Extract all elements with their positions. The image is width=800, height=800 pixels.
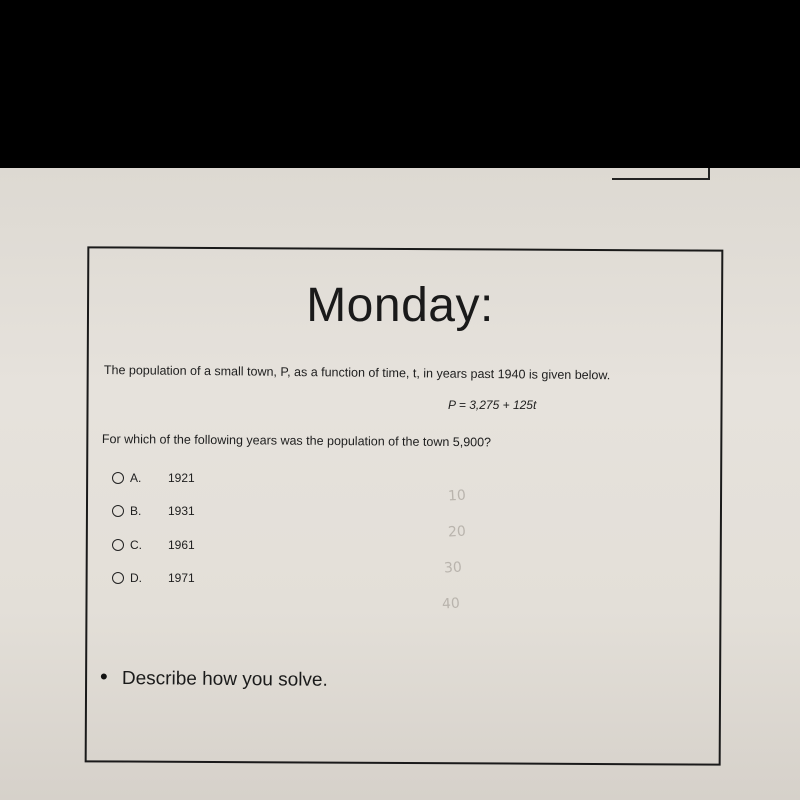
- choice-letter: C.: [130, 538, 142, 552]
- handwritten-note: 40: [441, 595, 461, 613]
- radio-button-d[interactable]: [112, 572, 124, 584]
- choice-value: 1961: [168, 538, 195, 552]
- radio-button-c[interactable]: [112, 539, 124, 551]
- choice-b[interactable]: [112, 503, 195, 519]
- page-edge-line: [612, 168, 710, 180]
- choice-value: 1921: [168, 471, 195, 485]
- choice-letter: A.: [130, 471, 142, 485]
- choice-value: 1931: [168, 504, 195, 518]
- choice-letter: D.: [130, 571, 142, 585]
- question-text: For which of the following years was the population of the town 5,900?: [101, 432, 492, 450]
- population-equation: P = 3,275 + 125t: [448, 398, 537, 412]
- radio-button-a[interactable]: [112, 472, 124, 484]
- handwritten-note: 20: [447, 523, 467, 541]
- choice-c[interactable]: [112, 537, 195, 553]
- radio-button-b[interactable]: [112, 505, 124, 517]
- question-intro: The population of a small town, P, as a function of time, t, in years past 1940 is given below.: [103, 363, 611, 383]
- choice-a[interactable]: [112, 470, 195, 486]
- worksheet-title: Monday:: [306, 279, 494, 332]
- handwritten-note: 10: [447, 487, 467, 505]
- choice-d[interactable]: [112, 570, 195, 586]
- handwritten-note: 30: [443, 559, 463, 577]
- bullet-point: •: [100, 664, 108, 689]
- choice-value: 1971: [168, 571, 195, 585]
- describe-prompt: Describe how you solve.: [121, 668, 328, 691]
- choice-letter: B.: [130, 504, 142, 518]
